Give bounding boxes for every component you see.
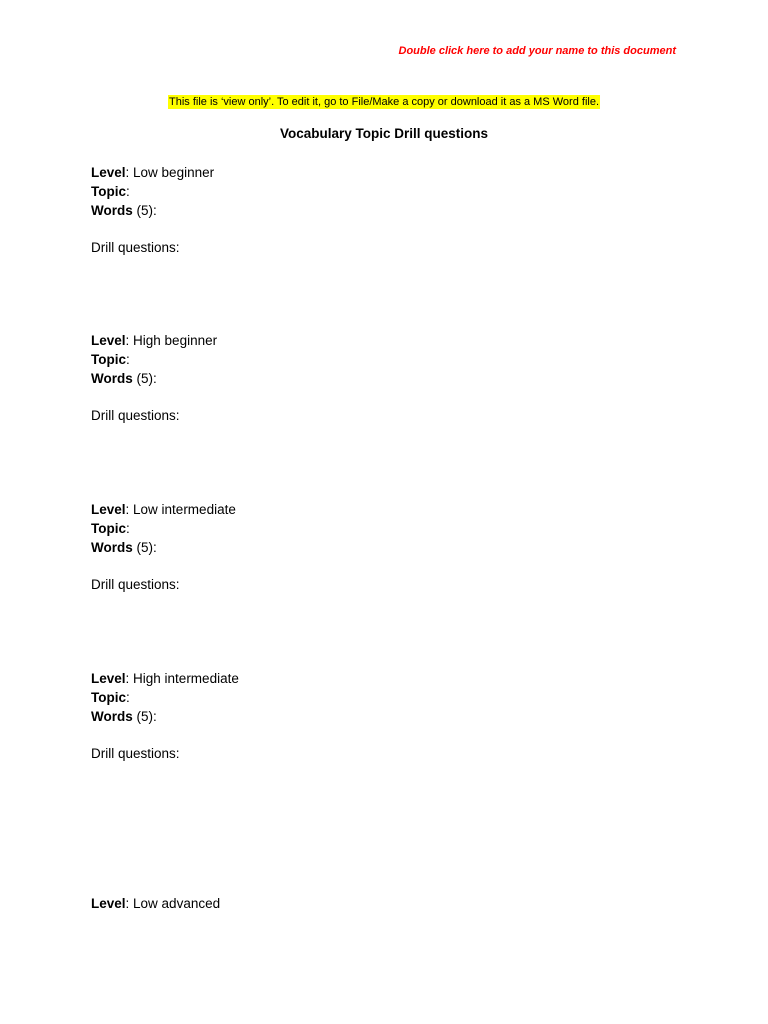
level-line xyxy=(91,501,236,520)
level-label: Level xyxy=(91,333,126,348)
level-label: Level xyxy=(91,671,126,686)
document-title: Vocabulary Topic Drill questions xyxy=(279,126,489,141)
level-line xyxy=(91,670,239,689)
words-label: Words xyxy=(91,539,133,555)
drill-questions-label: Drill questions: xyxy=(91,746,180,762)
topic-line xyxy=(91,689,239,708)
words-value: (5): xyxy=(132,202,157,218)
add-name-link[interactable]: Double click here to add your name to this document xyxy=(398,45,676,57)
level-value: : Low advanced xyxy=(125,896,221,911)
topic-value: : xyxy=(126,183,130,199)
topic-line xyxy=(91,183,214,202)
drill-section xyxy=(91,332,217,426)
level-label: Level xyxy=(91,502,126,517)
topic-label: Topic xyxy=(91,520,126,536)
level-line xyxy=(91,164,214,183)
words-value: (5): xyxy=(132,708,157,724)
topic-label: Topic xyxy=(91,183,126,199)
words-label: Words xyxy=(91,370,133,386)
drill-section xyxy=(91,670,239,764)
level-value: : High intermediate xyxy=(125,671,239,686)
level-label: Level xyxy=(91,165,126,180)
level-label: Level xyxy=(91,896,126,911)
topic-label: Topic xyxy=(91,351,126,367)
topic-line xyxy=(91,520,236,539)
words-label: Words xyxy=(91,202,133,218)
drill-questions-label: Drill questions: xyxy=(91,240,180,256)
topic-label: Topic xyxy=(91,689,126,705)
topic-value: : xyxy=(126,689,130,705)
level-value: : Low intermediate xyxy=(125,502,236,517)
level-value: : High beginner xyxy=(125,333,218,348)
drill-section xyxy=(91,164,214,258)
topic-line xyxy=(91,351,217,370)
drill-questions-label: Drill questions: xyxy=(91,408,180,424)
words-line xyxy=(91,708,239,727)
topic-value: : xyxy=(126,520,130,536)
words-line xyxy=(91,370,217,389)
view-only-notice-line xyxy=(0,92,768,110)
words-value: (5): xyxy=(132,370,157,386)
words-line xyxy=(91,202,214,221)
drill-section xyxy=(91,501,236,595)
level-line xyxy=(91,332,217,351)
drill-questions-label: Drill questions: xyxy=(91,577,180,593)
view-only-notice: This file is ‘view only’. To edit it, go to File/Make a copy or download it as a MS Word file. xyxy=(169,96,599,108)
topic-value: : xyxy=(126,351,130,367)
level-line xyxy=(91,895,220,914)
level-value: : Low beginner xyxy=(125,165,215,180)
words-value: (5): xyxy=(132,539,157,555)
words-line xyxy=(91,539,236,558)
words-label: Words xyxy=(91,708,133,724)
drill-section xyxy=(91,895,220,914)
